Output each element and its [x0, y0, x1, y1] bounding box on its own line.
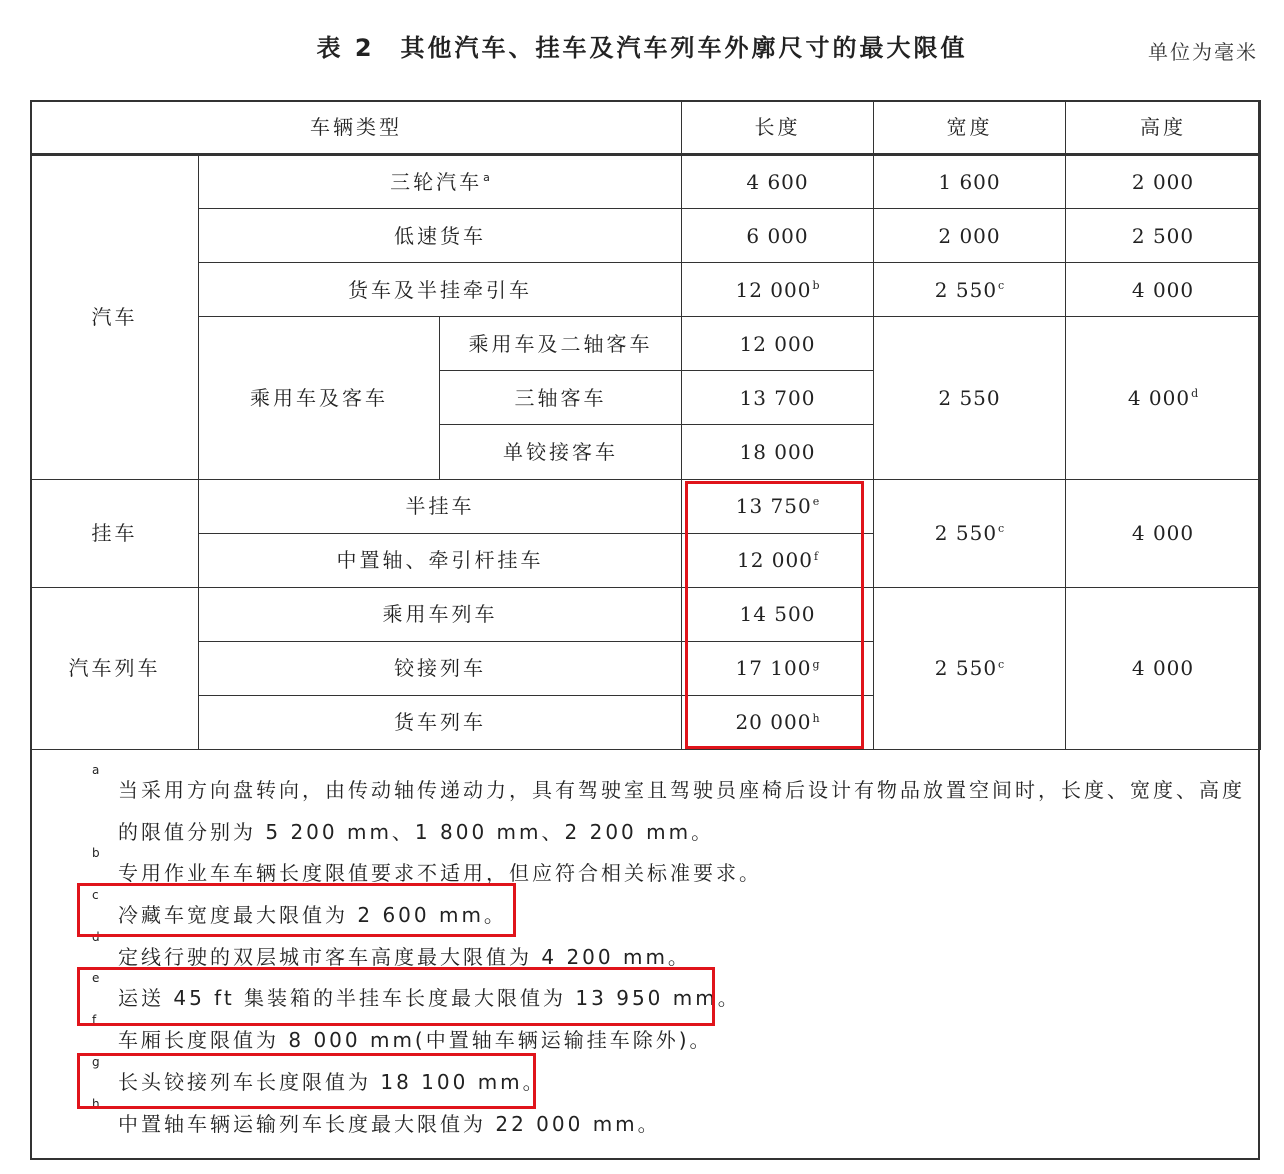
- width-value: 2 550$^c$: [874, 263, 1066, 317]
- footnote-g: g 长头铰接列车长度限值为 18 100 mm。: [92, 1054, 546, 1094]
- vehicle-name: 三轴客车: [440, 371, 682, 425]
- vehicle-name: 货车及半挂牵引车: [199, 263, 682, 317]
- vehicle-name: 乘用车及二轴客车: [440, 317, 682, 371]
- table-title: [0, 28, 1284, 63]
- footnote-a-continued: 的限值分别为 5 200 mm、1 800 mm、2 200 mm。: [118, 819, 715, 844]
- table-number: 表 2: [316, 34, 375, 62]
- width-value: 2 550: [874, 317, 1066, 479]
- length-value: 13 750e: [682, 479, 874, 533]
- group-bus: 乘用车及客车: [199, 317, 440, 479]
- width-value: 1 600: [874, 155, 1066, 209]
- footnote-h: h 中置轴车辆运输列车长度最大限值为 22 000 mm。: [92, 1096, 661, 1136]
- header-vehicle-type: 车辆类型: [31, 101, 682, 155]
- group-car: 汽车: [31, 155, 199, 479]
- height-value: 4 000: [1066, 263, 1261, 317]
- height-value: 2 000: [1066, 155, 1261, 209]
- length-highlight-box: [685, 481, 864, 749]
- header-row: [31, 101, 1261, 155]
- table-row: [31, 155, 1261, 209]
- note-highlight-box: [77, 1053, 536, 1109]
- length-value: 18 000: [682, 425, 874, 479]
- vehicle-name: 铰接列车: [199, 641, 682, 695]
- unit-label: 单位为毫米: [1148, 40, 1258, 64]
- height-value: 4 000: [1066, 587, 1261, 749]
- footnote-a: a 当采用方向盘转向，由传动轴传递动力，具有驾驶室且驾驶员座椅后设计有物品放置空间时，长度、宽度、高度: [92, 763, 1245, 802]
- vehicle-name: 低速货车: [199, 209, 682, 263]
- header-width: 宽度: [874, 101, 1066, 155]
- height-value: 4 000: [1066, 479, 1261, 587]
- height-value: 2 500: [1066, 209, 1261, 263]
- length-value: 12 000$^b$: [682, 263, 874, 317]
- vehicle-name: 半挂车: [199, 479, 682, 533]
- table-row: [31, 209, 1261, 263]
- group-trailer: 挂车: [31, 479, 199, 587]
- vehicle-name: 中置轴、牵引杆挂车: [199, 533, 682, 587]
- length-value: 12 000$^f$: [682, 533, 874, 587]
- length-value: 14 500: [682, 587, 874, 641]
- dimension-table: [30, 100, 1261, 750]
- table-row: [31, 479, 1261, 533]
- width-value: 2 550$^c$: [874, 587, 1066, 749]
- note-highlight-box: [77, 967, 715, 1026]
- group-train: 汽车列车: [31, 587, 199, 749]
- header-height: 高度: [1066, 101, 1261, 155]
- vehicle-name: 三轮汽车$^a$: [199, 155, 682, 209]
- header-length: 长度: [682, 101, 874, 155]
- table-row: [31, 587, 1261, 641]
- width-value: 2 550$^c$: [874, 479, 1066, 587]
- note-highlight-box: [77, 883, 516, 937]
- footnote-d: d 定线行驶的双层城市客车高度最大限值为 4 200 mm。: [92, 929, 691, 969]
- footnote-e: e 运送 45 ft 集装箱的半挂车长度最大限值为 13 950 mm。: [92, 971, 741, 1011]
- table-row: [31, 317, 1261, 371]
- length-value: 20 000$^h$: [682, 695, 874, 749]
- vehicle-name: 乘用车列车: [199, 587, 682, 641]
- table-caption: 其他汽车、挂车及汽车列车外廓尺寸的最大限值: [400, 34, 968, 62]
- width-value: 2 000: [874, 209, 1066, 263]
- length-value: 6 000: [682, 209, 874, 263]
- vehicle-name: 货车列车: [199, 695, 682, 749]
- table-row: [31, 263, 1261, 317]
- footnote-b: b 专用作业车车辆长度限值要求不适用，但应符合相关标准要求。: [92, 846, 762, 886]
- footnote-c: c 冷藏车宽度最大限值为 2 600 mm。: [92, 888, 507, 928]
- footnote-f: f 车厢长度限值为 8 000 mm(中置轴车辆运输挂车除外)。: [92, 1013, 713, 1053]
- length-value: 4 600: [682, 155, 874, 209]
- length-value: 12 000: [682, 317, 874, 371]
- length-value: 17 100$^g$: [682, 641, 874, 695]
- vehicle-name: 单铰接客车: [440, 425, 682, 479]
- length-value: 13 700: [682, 371, 874, 425]
- height-value: 4 000$^d$: [1066, 317, 1261, 479]
